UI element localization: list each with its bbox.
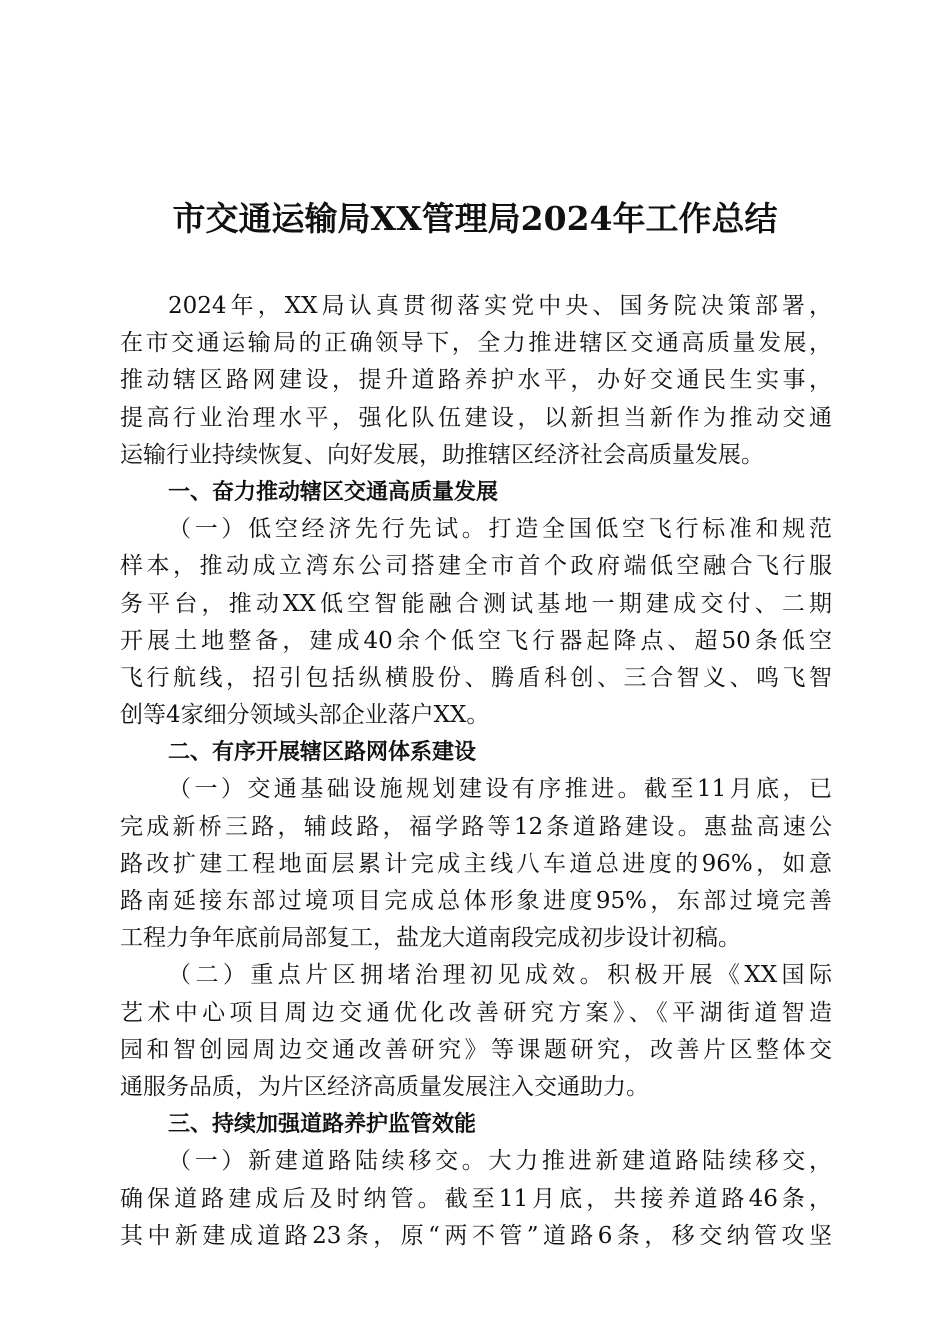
section2-item1-paragraph (120, 771, 832, 957)
paragraph-line: （一）新建道路陆续移交。大力推进新建道路陆续移交， (168, 1148, 832, 1175)
document-body (120, 288, 832, 1255)
section3-item1-paragraph (120, 1143, 832, 1255)
paragraph-line: 路南延接东部过境项目完成总体形象进度95%，东部过境完善 (120, 888, 832, 914)
section-heading-1: 一、奋力推动辖区交通高质量发展 (168, 479, 499, 505)
paragraph-line: 务平台，推动XX低空智能融合测试基地一期建成交付、二期 (120, 590, 832, 617)
paragraph-line: 路改扩建工程地面层累计完成主线八车道总进度的96%，如意 (120, 850, 832, 877)
section-heading-3: 三、持续加强道路养护监管效能 (168, 1112, 477, 1138)
paragraph-line: 在市交通运输局的正确领导下，全力推进辖区交通高质量发展， (120, 330, 832, 357)
document-title: 市交通运输局XX管理局2024年工作总结 (172, 199, 778, 238)
paragraph-line: （一）交通基础设施规划建设有序推进。截至11月底，已 (168, 776, 832, 803)
paragraph-line: 其中新建成道路23条，原“两不管”道路6条，移交纳管攻坚 (120, 1222, 832, 1249)
paragraph-line: 提高行业治理水平，强化队伍建设，以新担当新作为推动交通 (120, 404, 832, 431)
paragraph-line: 开展土地整备，建成40余个低空飞行器起降点、超50条低空 (120, 627, 832, 654)
paragraph-line: 园和智创园周边交通改善研究》等课题研究，改善片区整体交 (120, 1036, 832, 1063)
paragraph-line: （二）重点片区拥堵治理初见成效。积极开展《XX国际 (168, 962, 832, 989)
paragraph-line: 推动辖区路网建设，提升道路养护水平，办好交通民生实事， (120, 367, 832, 394)
paragraph-line: 样本，推动成立湾东公司搭建全市首个政府端低空融合飞行服 (120, 553, 832, 580)
paragraph-line: 2024年，XX局认真贯彻落实党中央、国务院决策部署， (168, 293, 832, 319)
paragraph-line: 飞行航线，招引包括纵横股份、腾盾科创、三合智义、鸣飞智 (120, 664, 832, 691)
section2-item2-paragraph (120, 957, 832, 1106)
paragraph-line: 完成新桥三路，辅歧路，福学路等12条道路建设。惠盐高速公 (120, 813, 832, 840)
paragraph-line: 艺术中心项目周边交通优化改善研究方案》、《平湖街道智造 (120, 999, 832, 1026)
paragraph-line: （一）低空经济先行先试。打造全国低空飞行标准和规范 (168, 516, 832, 543)
paragraph-line: 运输行业持续恢复、向好发展，助推辖区经济社会高质量发展。 (120, 441, 764, 468)
paragraph-line: 确保道路建成后及时纳管。截至11月底，共接养道路46条， (120, 1185, 832, 1212)
paragraph-line: 工程力争年底前局部复工，盐龙大道南段完成初步设计初稿。 (120, 925, 741, 952)
section1-item1-paragraph (120, 511, 832, 734)
paragraph-line: 通服务品质，为片区经济高质量发展注入交通助力。 (120, 1073, 649, 1100)
section-heading-2: 二、有序开展辖区路网体系建设 (168, 740, 477, 766)
paragraph-line: 创等4家细分领域头部企业落户XX。 (120, 702, 490, 729)
intro-paragraph (120, 288, 832, 474)
